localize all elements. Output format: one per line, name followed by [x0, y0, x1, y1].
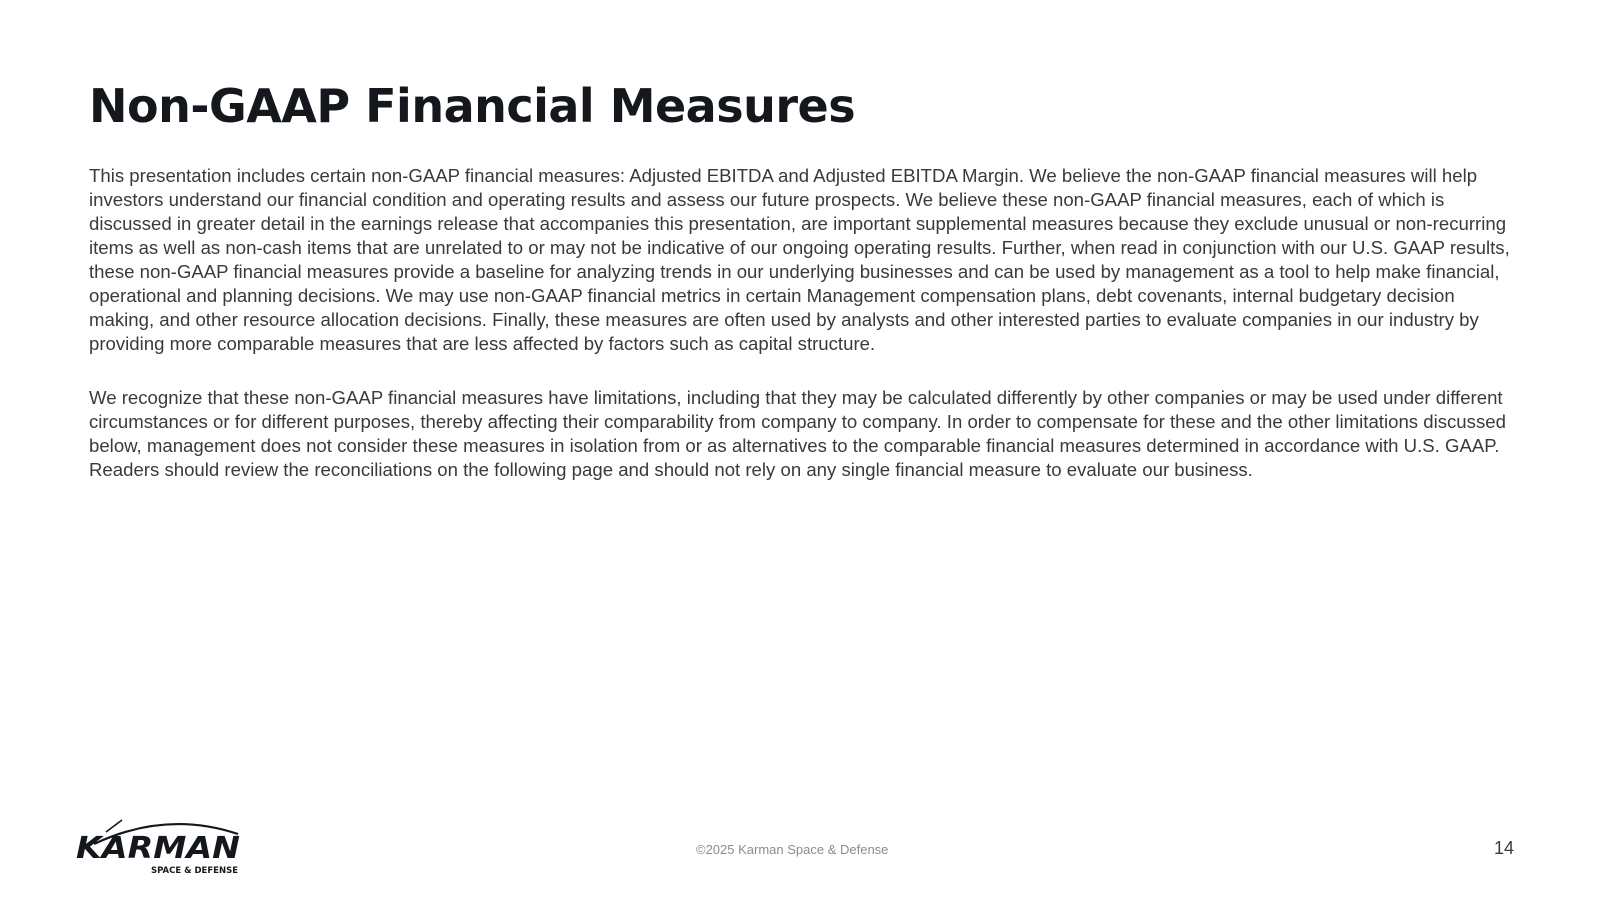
logo-wordmark: KARMAN — [76, 831, 240, 866]
footer-copyright: ©2025 Karman Space & Defense — [696, 842, 889, 857]
logo-tagline: SPACE & DEFENSE — [150, 866, 238, 876]
page-title: Non-GAAP Financial Measures — [89, 79, 856, 133]
body-paragraph-2: We recognize that these non-GAAP financial measures have limitations, including that they may be calculated differently by other companies or may be used under different circumstances or for different purposes, thereby affecting their comparability from company to company. In order to compensate for these and the other limitations discussed below, management does not consider these measures in isolation from or as alternatives to the comparable financial measures determined in accordance with U.S. GAAP. Readers should review the reconciliations on the following page and should not rely on any single financial measure to evaluate our business. — [89, 387, 1506, 480]
karman-logo — [76, 818, 246, 878]
body-paragraph-1: This presentation includes certain non-GAAP financial measures: Adjusted EBITDA and Adjusted EBITDA Margin. We believe the non-GAAP financial measures will help investors understand our financial condition and operating results and assess our future prospects. We believe these non-GAAP financial measures, each of which is discussed in greater detail in the earnings release that accompanies this presentation, are important supplemental measures because they exclude unusual or non-recurring items as well as non-cash items that are unrelated to or may not be indicative of our ongoing operating results. Further, when read in conjunction with our U.S. GAAP results, these non-GAAP financial measures provide a baseline for analyzing trends in our underlying businesses and can be used by management as a tool to help make financial, operational and planning decisions. We may use non-GAAP financial metrics in certain Management compensation plans, debt covenants, internal budgetary decision making, and other resource allocation decisions. Finally, these measures are often used by analysts and other interested parties to evaluate companies in our industry by providing more comparable measures that are less affected by factors such as capital structure. — [89, 165, 1510, 354]
karman-arc-logo-icon — [76, 818, 246, 878]
page-number: 14 — [1494, 838, 1515, 858]
slide-body — [89, 164, 1519, 512]
